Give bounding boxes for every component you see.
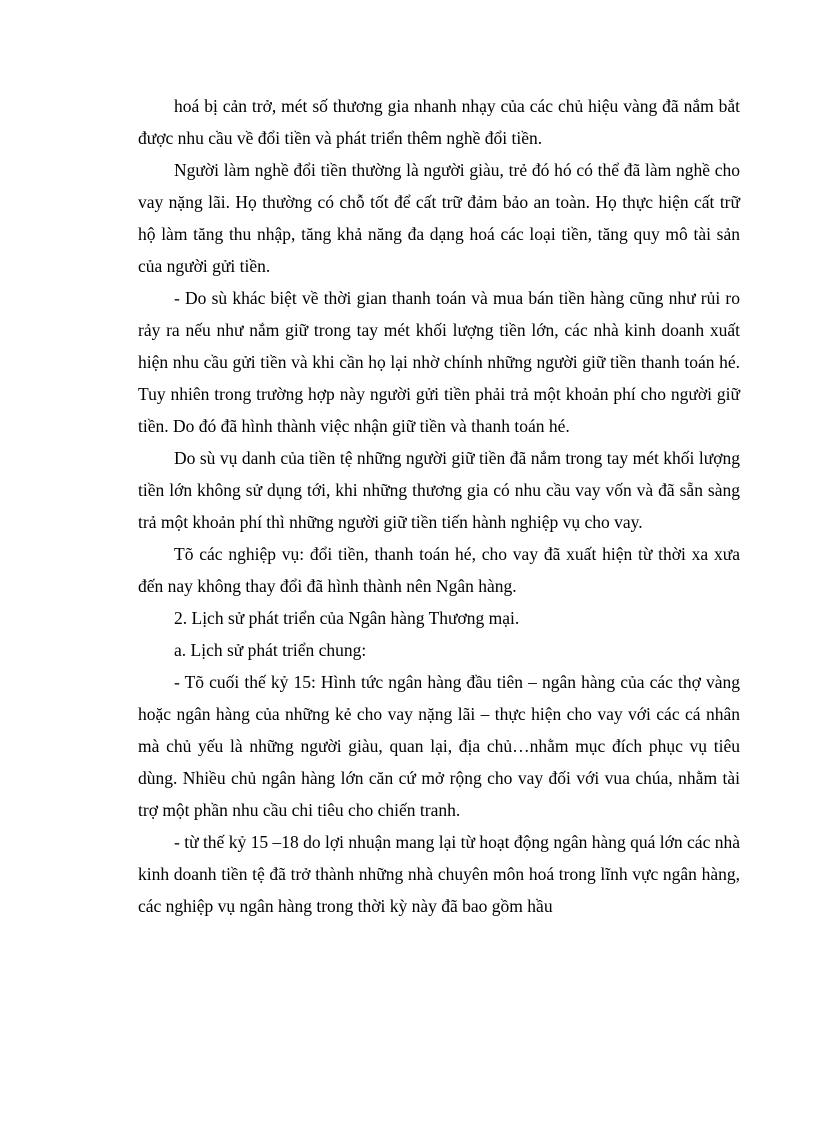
paragraph-1: hoá bị cản trở, mét số thương gia nhanh nhạy của các chủ hiệu vàng đã nắm bắt được nhu cầu về đổi tiền và phát triển thêm nghề đổi tiền. [138, 96, 740, 148]
paragraph-3: - Do sù khác biệt về thời gian thanh toán và mua bán tiền hàng cũng như rủi ro rảy ra nếu như nắm giữ trong tay mét khối lượng tiền lớn, các nhà kinh doanh xuất hiện nhu cầu gửi tiền và khi cần họ lại nhờ chính những người giữ tiền thanh toán hé. Tuy nhiên trong trường hợp này người gửi tiền phải trả một khoản phí cho người giữ tiền. Do đó đã hình thành việc nhận giữ tiền và thanh toán hé. [138, 288, 740, 436]
paragraph-4: Do sù vụ danh của tiền tệ những người giữ tiền đã nắm trong tay mét khối lượng tiền lớn không sử dụng tới, khi những thương gia có nhu cầu vay vốn và đã sẵn sàng trả một khoản phí thì những người giữ tiền tiến hành nghiệp vụ cho vay. [138, 448, 740, 532]
paragraph-6: - Tõ cuối thế kỷ 15: Hình tức ngân hàng đầu tiên – ngân hàng của các thợ vàng hoặc ngân hàng của những kẻ cho vay nặng lãi – thực hiện cho vay với các cá nhân mà chủ yếu là những người giàu, quan lại, địa chủ…nhằm mục đích phục vụ tiêu dùng. Nhiều chủ ngân hàng lớn căn cứ mở rộng cho vay đối với vua chúa, nhằm tài trợ một phần nhu cầu chi tiêu cho chiến tranh. [138, 672, 740, 820]
body-text [138, 90, 740, 922]
section-heading: 2. Lịch sử phát triển của Ngân hàng Thương mại. [174, 608, 520, 628]
subsection-heading: a. Lịch sử phát triển chung: [174, 640, 367, 660]
paragraph-2: Người làm nghề đổi tiền thường là người giàu, trẻ đó hó có thể đã làm nghề cho vay nặng lãi. Họ thường có chỗ tốt để cất trữ đảm bảo an toàn. Họ thực hiện cất trữ hộ làm tăng thu nhập, tăng khả năng đa dạng hoá các loại tiền, tăng quy mô tài sản của người gửi tiền. [138, 160, 740, 276]
paragraph-5: Tõ các nghiệp vụ: đổi tiền, thanh toán hé, cho vay đã xuất hiện từ thời xa xưa đến nay không thay đổi đã hình thành nên Ngân hàng. [138, 544, 740, 596]
paragraph-7: - từ thế kỷ 15 –18 do lợi nhuận mang lại từ hoạt động ngân hàng quá lớn các nhà kinh doanh tiền tệ đã trở thành những nhà chuyên môn hoá trong lĩnh vực ngân hàng, các nghiệp vụ ngân hàng trong thời kỳ này đã bao gồm hầu [138, 832, 740, 916]
